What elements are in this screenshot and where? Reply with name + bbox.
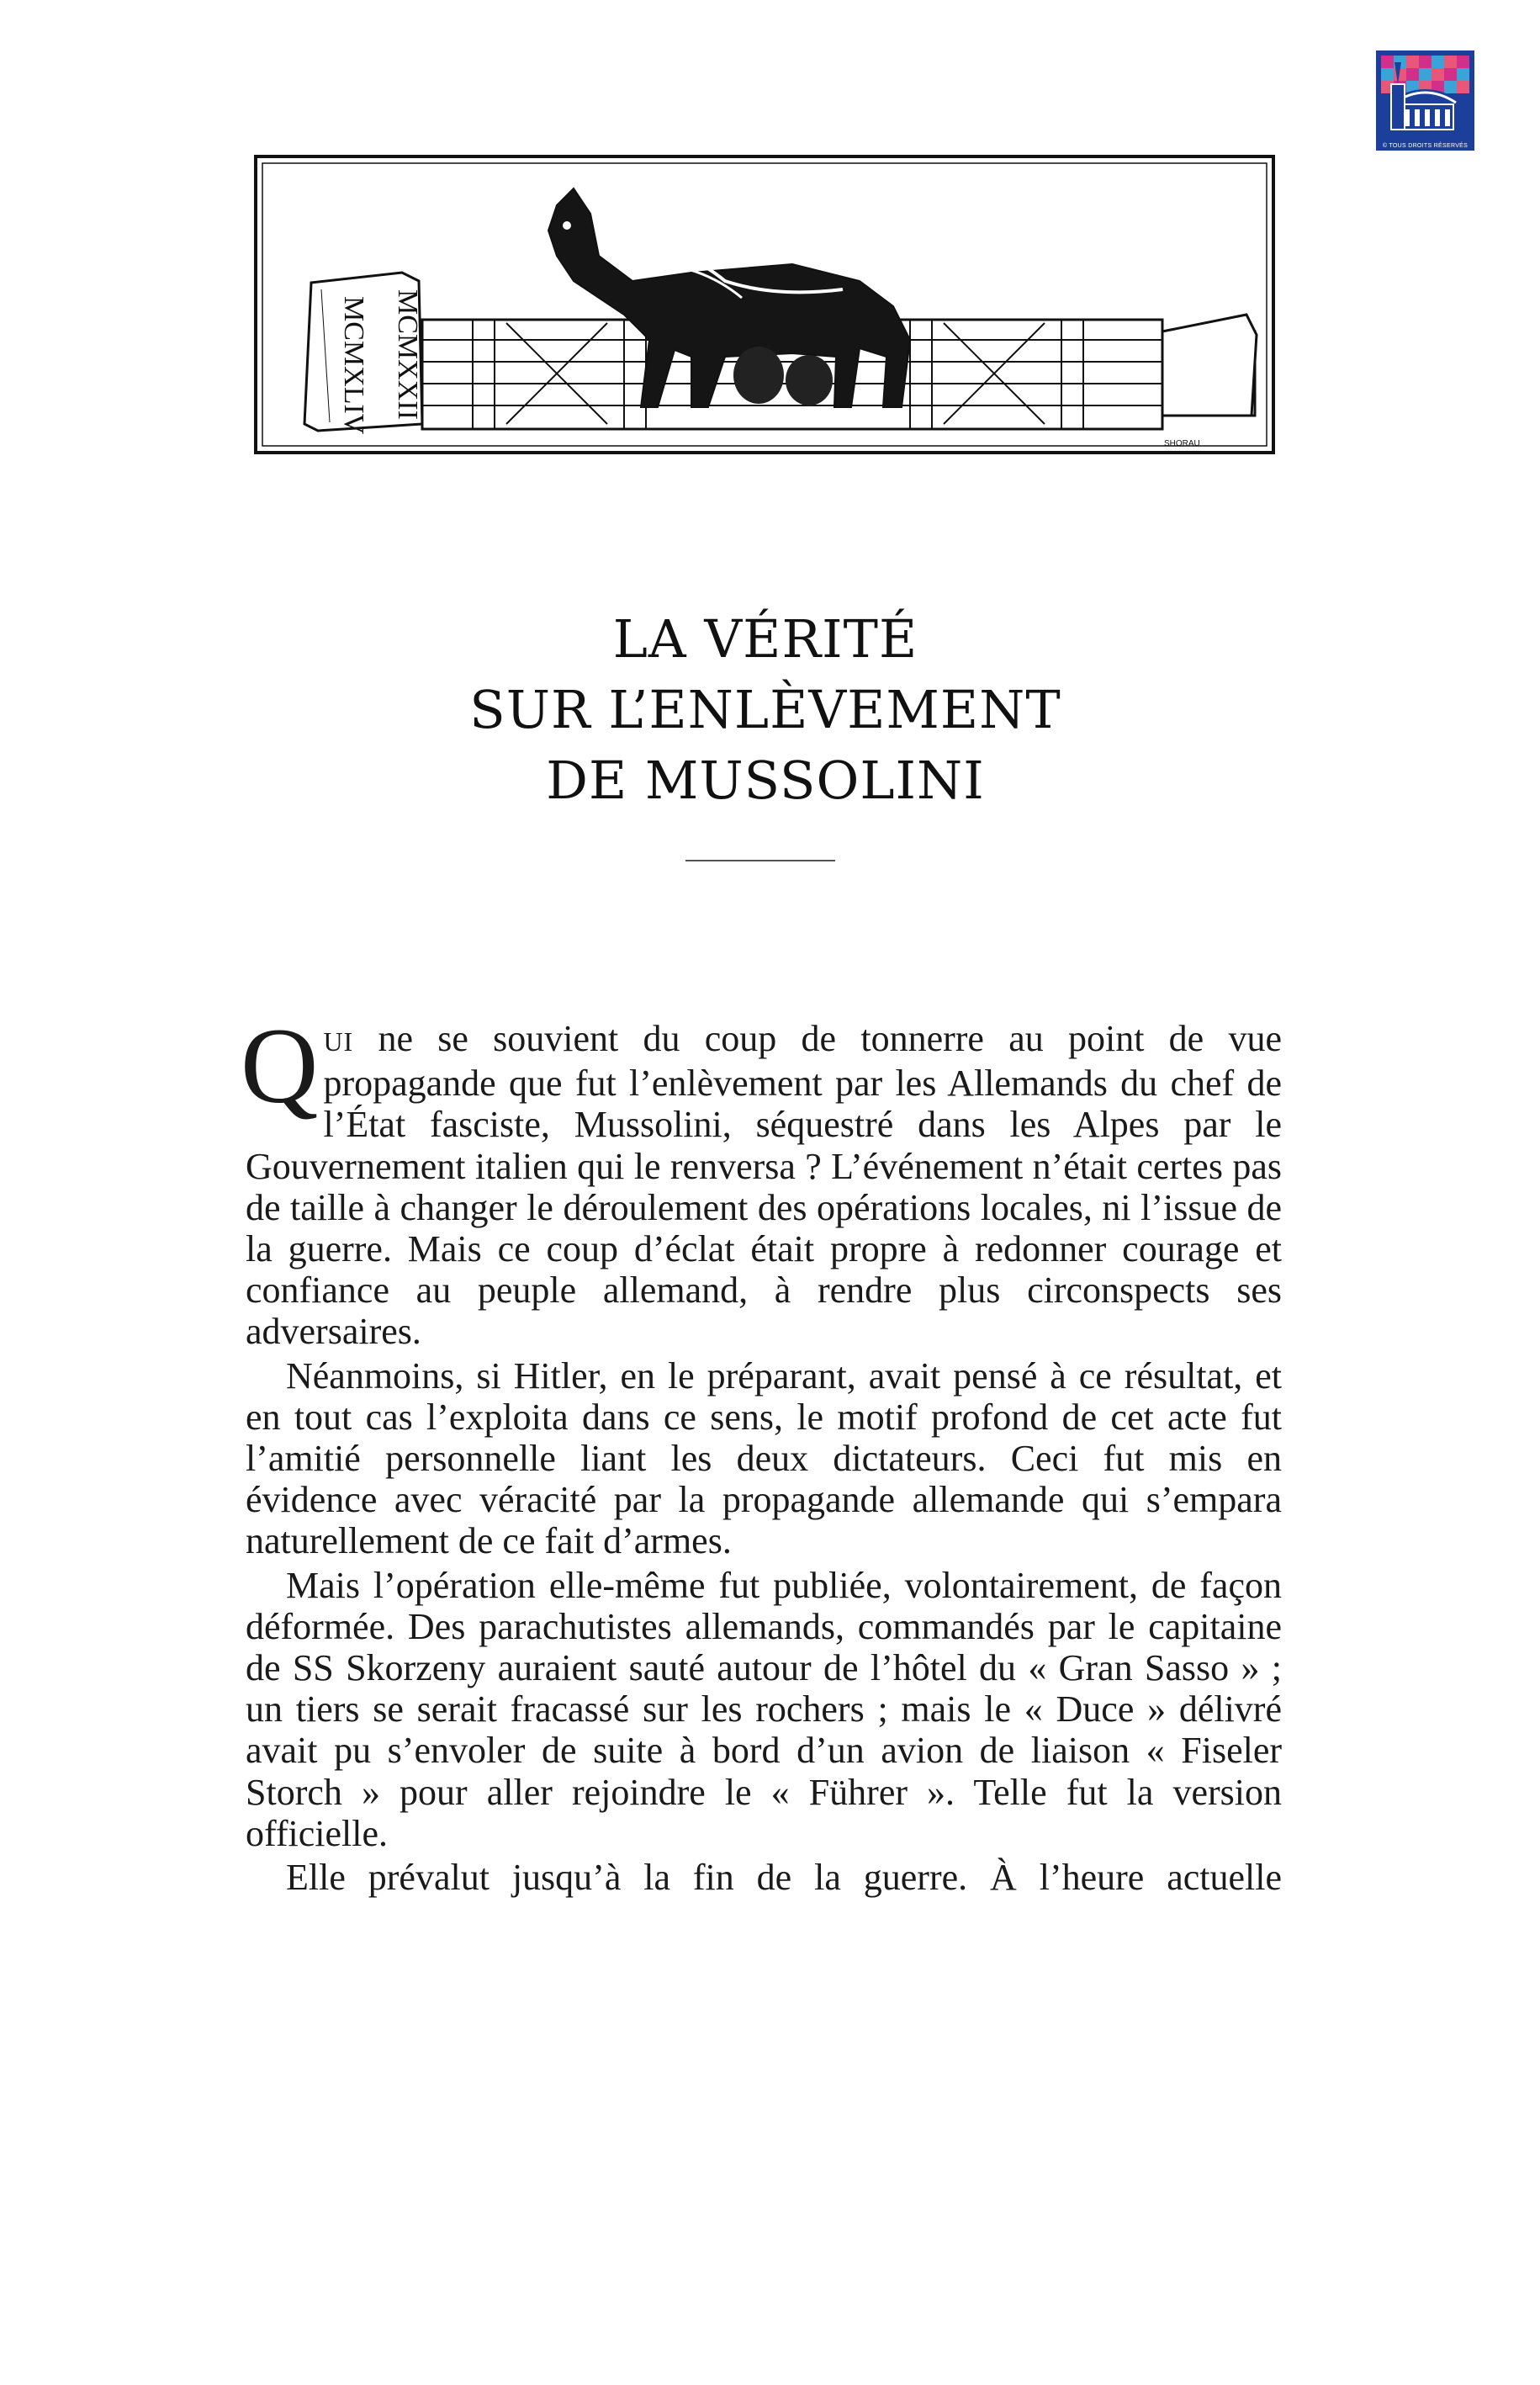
paragraph-2: Néanmoins, si Hitler, en le préparant, avait pensé à ce résultat, et en tout cas l’exploita dans ce sens, le motif profond de cet acte fut l’amitié personnelle liant les deux dictateurs. Ceci fut mis en évidence avec véracité par la propagande allemande qui s’empara naturellement de ce fait d’armes. — [246, 1354, 1282, 1562]
body-text — [241, 1006, 1282, 1900]
inscription-text-2: MCMXLIV — [338, 296, 369, 435]
paragraph-3: Mais l’opération elle-même fut publiée, volontairement, de façon déformée. Des parachutistes allemands, commandés par le capitaine de SS Skorzeny auraient sauté autour de l’hôtel du « Gran Sasso » ; un tiers se serait fracassé sur les rochers ; mais le « Duce » délivré avait pu s’envoler de suite à bord d’un avion de liaison « Fiseler Storch » pour aller rejoindre le « Führer ». Telle fut la version officielle. — [246, 1564, 1282, 1854]
title-divider — [685, 860, 835, 861]
chapter-title — [252, 604, 1278, 816]
copyright-logo-icon — [1376, 50, 1474, 149]
chapter-title-line-1: LA VÉRITÉ — [612, 608, 918, 670]
paragraph-1 — [241, 1006, 1282, 1353]
paragraph-4: Elle prévalut jusqu’à la fin de la guerre. À l’heure actuelle — [286, 1857, 1282, 1899]
drop-cap: Q — [241, 1006, 319, 1126]
copyright-caption: © TOUS DROITS RÉSERVÉS — [1376, 141, 1474, 151]
first-word-smallcaps: UI — [323, 1026, 354, 1057]
inscription-text-1: MCMXXII — [392, 289, 423, 420]
she-wolf-illustration — [254, 155, 1275, 454]
artist-signature: SHORAU — [1164, 439, 1200, 448]
chapter-title-line-2: SUR L’ENLÈVEMENT — [469, 679, 1061, 740]
paragraph-1-text: ne se souvient du coup de tonnerre au point de vue propagande que fut l’enlèvement par les Allemands du chef de l’État fasciste, Mussolini, séquestré dans les Alpes par le Gouvernement italien qui le renversa ? L’événement n’était certes pas de taille à changer le déroulement des opérations locales, ni l’issue de la guerre. Mais ce coup d’éclat était propre à redonner courage et confiance au peuple allemand, à rendre plus circonspects ses adversaires. — [246, 1018, 1282, 1353]
chapter-title-line-3: DE MUSSOLINI — [546, 750, 985, 811]
